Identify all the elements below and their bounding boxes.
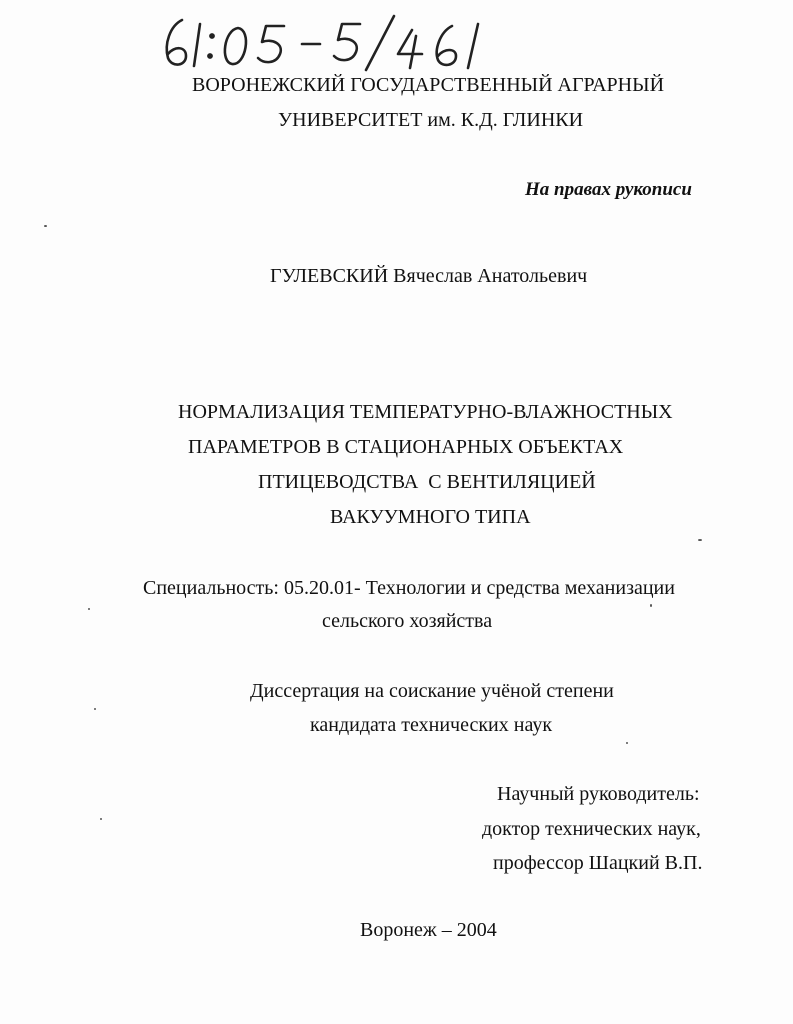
title-line-2: ПАРАМЕТРОВ В СТАЦИОНАРНЫХ ОБЪЕКТАХ <box>188 436 624 458</box>
archive-number-handwritten <box>160 14 520 72</box>
dissertation-line-1: Диссертация на соискание учёной степени <box>250 680 614 702</box>
title-line-4: ВАКУУМНОГО ТИПА <box>330 506 531 528</box>
scan-speck <box>88 608 90 610</box>
title-line-3: ПТИЦЕВОДСТВА С ВЕНТИЛЯЦИЕЙ <box>258 471 596 493</box>
dissertation-line-2: кандидата технических наук <box>310 714 553 736</box>
author-name <box>270 264 587 288</box>
specialty-line-1: Специальность: 05.20.01- Технологии и средства механизации <box>143 577 675 599</box>
scan-speck <box>44 225 47 227</box>
archive-number-text <box>520 14 521 15</box>
scan-speck <box>626 742 628 744</box>
supervisor-degree: доктор технических наук, <box>482 818 701 840</box>
university-line-1: ВОРОНЕЖСКИЙ ГОСУДАРСТВЕННЫЙ АГРАРНЫЙ <box>192 74 665 96</box>
specialty-line-2: сельского хозяйства <box>322 610 493 632</box>
university-line-2: УНИВЕРСИТЕТ им. К.Д. ГЛИНКИ <box>278 109 584 131</box>
title-line-1: НОРМАЛИЗАЦИЯ ТЕМПЕРАТУРНО-ВЛАЖНОСТНЫХ <box>178 401 673 423</box>
author-given-names: Вячеслав Анатольевич <box>393 265 588 287</box>
supervisor-label: Научный руководитель: <box>497 783 700 805</box>
rights-notice: На правах рукописи <box>525 179 692 200</box>
place-and-year: Воронеж – 2004 <box>360 919 497 941</box>
scan-speck <box>94 708 96 710</box>
scan-speck <box>650 604 652 607</box>
scan-speck <box>100 818 102 820</box>
supervisor-name: профессор Шацкий В.П. <box>493 852 703 874</box>
scan-speck <box>698 539 702 541</box>
author-surname: ГУЛЕВСКИЙ <box>270 265 389 287</box>
